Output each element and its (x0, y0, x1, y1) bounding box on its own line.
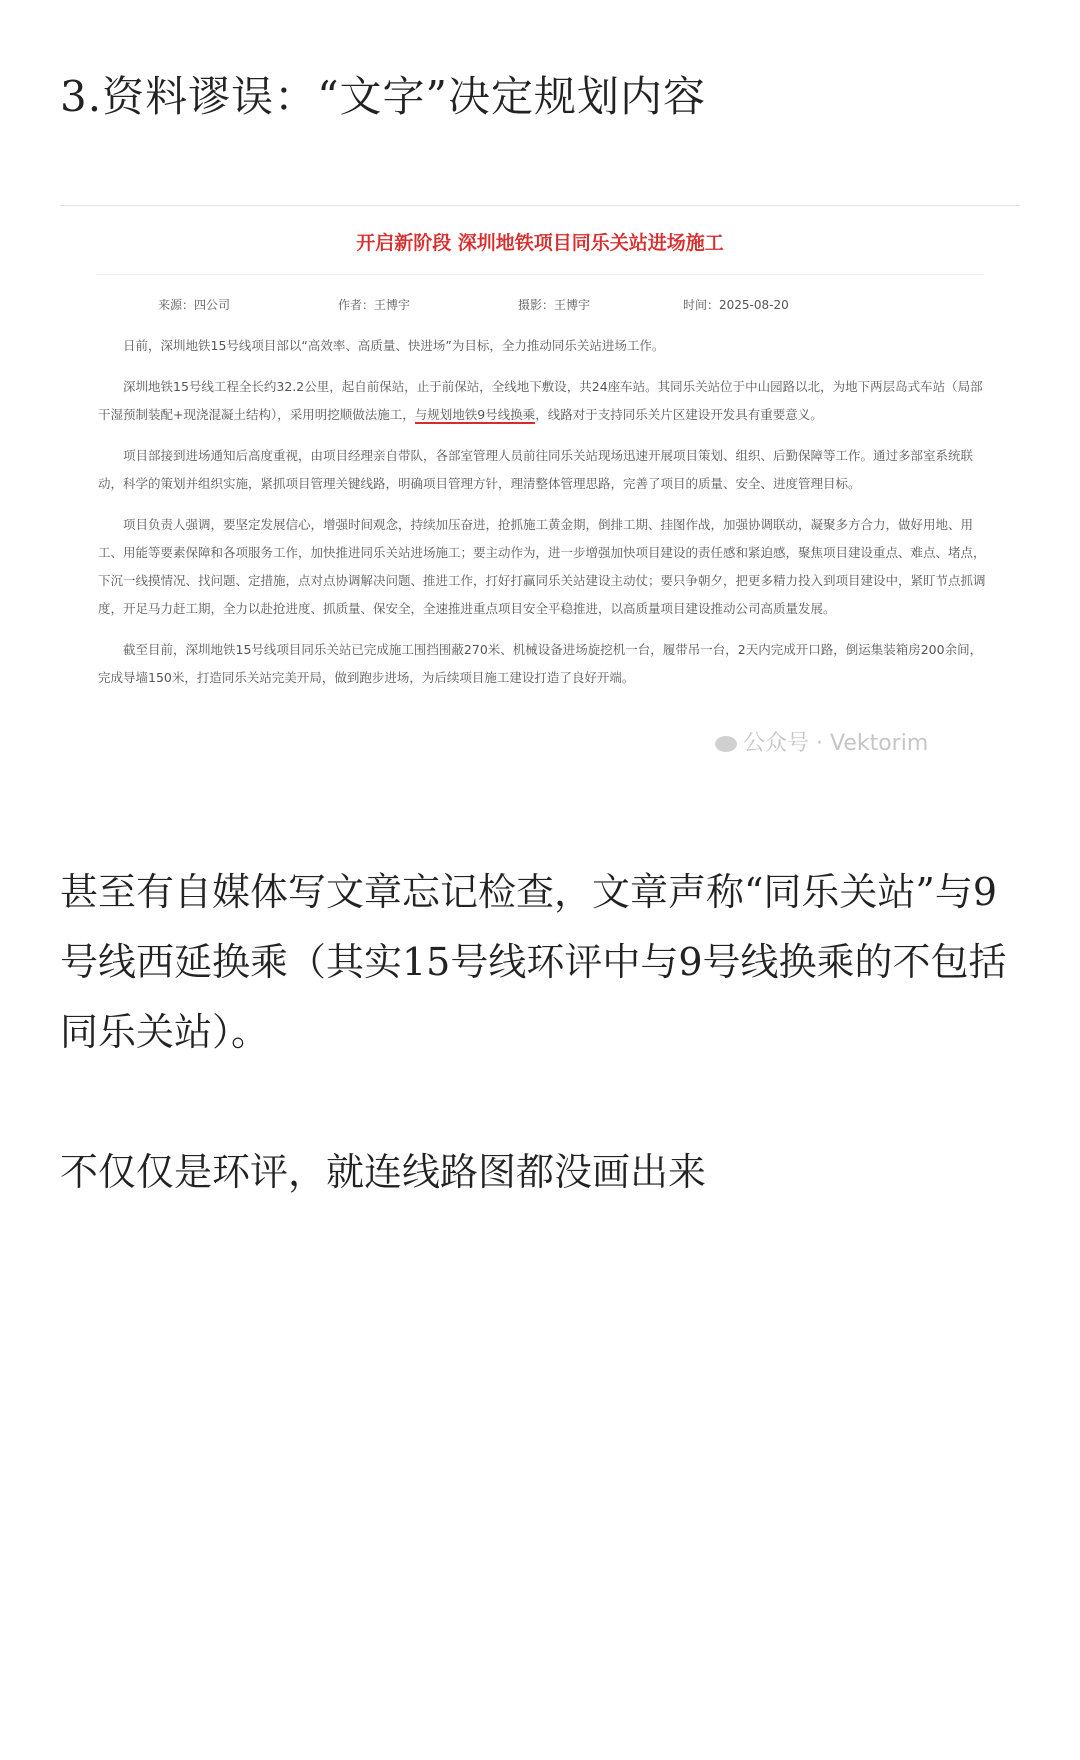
paragraph-text: ，线路对于支持同乐关片区建设开发具有重要意义。 (535, 407, 823, 422)
meta-source: 来源：四公司 (158, 298, 231, 312)
headline-divider (97, 274, 983, 275)
post-paragraph-1: 甚至有自媒体写文章忘记检查，文章声称“同乐关站”与9号线西延换乘（其实15号线环评中与9号线换乘的不包括同乐关站）。 (60, 870, 1007, 1054)
meta-author: 作者：王博宇 (338, 298, 411, 312)
article-paragraph: 项目负责人强调，要坚定发展信心，增强时间观念，持续加压奋进，抢抓施工黄金期，倒排工期、挂图作战，加强协调联动，凝聚多方合力，做好用地、用工、用能等要素保障和各项服务工作，加快推进同乐关站进场施工；要主动作为，进一步增强加快项目建设的责任感和紧迫感，聚焦项目建设重点、难点、堵点，下沉一线摸情况、找问题、定措施，点对点协调解决问题、推进工作，打好打赢同乐关站建设主动仗；要只争朝夕，把更多精力投入到项目建设中，紧盯节点抓调度，开足马力赶工期，全力以赴抢进度、抓质量、保安全，全速推进重点项目安全平稳推进，以高质量项目建设推动公司高质量发展。 (98, 517, 986, 616)
article-paragraph (98, 373, 988, 429)
section-title: 3.资料谬误：“文字”决定规划内容 (60, 72, 707, 121)
watermark (715, 726, 928, 757)
article-paragraph: 截至目前，深圳地铁15号线项目同乐关站已完成施工围挡围蔽270米、机械设备进场旋挖机一台，履带吊一台，2天内完成开口路，倒运集装箱房200余间，完成导墙150米，打造同乐关站完美开局，做到跑步进场，为后续项目施工建设打造了良好开端。 (98, 642, 983, 685)
embedded-article-screenshot (60, 206, 1020, 786)
watermark-text: 公众号 · Vektorim (743, 731, 929, 756)
meta-photo: 摄影：王博宇 (518, 298, 591, 312)
article-headline: 开启新阶段 深圳地铁项目同乐关站进场施工 (356, 232, 724, 254)
highlighted-transfer-claim: 与规划地铁9号线换乘 (414, 407, 536, 422)
article-paragraph: 日前，深圳地铁15号线项目部以“高效率、高质量、快进场”为目标，全力推动同乐关站进场工作。 (123, 338, 665, 353)
post-paragraph-2: 不仅仅是环评，就连线路图都没画出来 (60, 1150, 707, 1194)
paragraph-text: 深圳地铁15号线工程全长约32.2公里，起自前保站，止于前保站，全线地下敷设，共24座车站。其同乐关站位于中山园路以北，为地下两层岛式车站（局部干湿预制装配+现浇混凝土结构），采用明挖顺做法施工， (98, 379, 983, 422)
article-paragraph: 项目部接到进场通知后高度重视，由项目经理亲自带队，各部室管理人员前往同乐关站现场迅速开展项目策划、组织、后勤保障等工作。通过多部室系统联动，科学的策划并组织实施，紧抓项目管理关键线路，明确项目管理方针，理清整体管理思路，完善了项目的质量、安全、进度管理目标。 (98, 448, 974, 491)
wechat-icon (715, 736, 737, 752)
article-meta (60, 296, 1020, 316)
article-body (98, 332, 988, 705)
meta-time: 时间：2025-08-20 (683, 298, 789, 312)
